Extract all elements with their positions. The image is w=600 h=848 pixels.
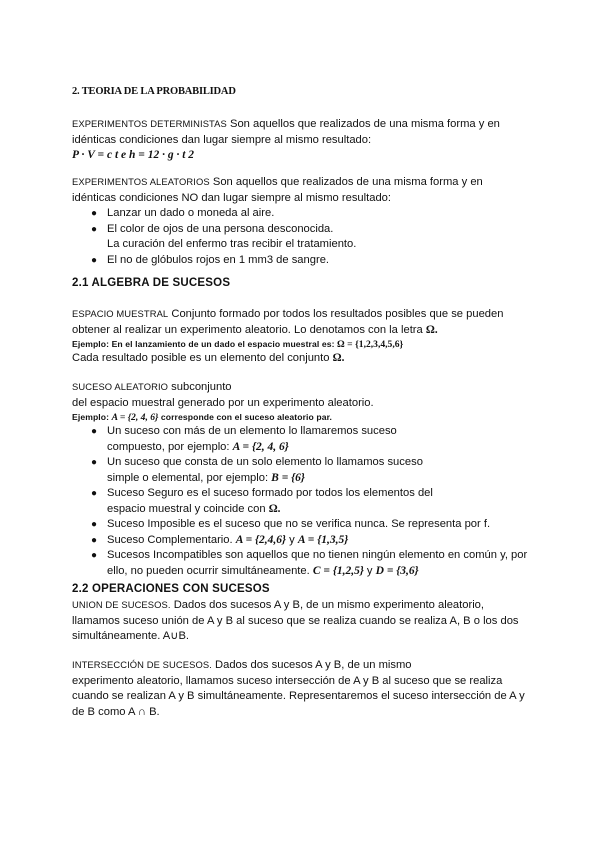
aleatorios-text: Son aquellos que realizados de una misma forma y en	[209, 176, 483, 188]
union-paragraph: UNION DE SUCESOS. Dados dos sucesos A y B, de un mismo experimento aleatorio, llamamos suceso unión de A y B al suceso que se realiza cuando se realiza A, B o los dos simultáneamente. A∪B.	[72, 599, 519, 642]
list-item: ● Lanzar un dado o moneda al aire.	[91, 207, 275, 219]
list-item: ● Suceso Complementario. A = {2,4,6} y A = {1,3,5}	[91, 533, 349, 546]
list-item: ● Sucesos Incompatibles son aquellos que no tienen ningún elemento en común y, por ello, no pueden ocurrir simultáneamente. C = {1,2,5} y D = {3,6}	[91, 549, 528, 577]
ejemplo-1: Ejemplo: En el lanzamiento de un dado el espacio muestral es:	[72, 339, 338, 349]
espacio-muestral-paragraph: ESPACIO MUESTRAL Conjunto formado por todos los resultados posibles que se pueden obtener al realizar un experimento aleatorio. Lo denotamos con la letra Ω. Ejemplo: En el lanzamiento de un dado el espacio muestral es: Ω = {1,2,3,4,5,6} Cada resultado posible es un elemento del conjunto Ω.	[72, 308, 504, 364]
interseccion-paragraph: INTERSECCIÓN DE SUCESOS. Dados dos sucesos A y B, de un mismo experimento aleatorio, llamamos suceso intersección de A y B al suceso que se realiza cuando se realizan A y B simultáneamente. Representaremos el suceso intersección de A y de B como A ∩ B.	[72, 659, 525, 718]
section-title-2-1: 2.1 ALGEBRA DE SUCESOS	[72, 277, 231, 289]
list-item: ● Un suceso que consta de un solo elemento lo llamamos suceso simple o elemental, por ejemplo: B = {6}	[91, 456, 423, 484]
section-title: 2. TEORIA DE LA PROBABILIDAD	[72, 86, 236, 97]
list-item: ● Suceso Seguro es el suceso formado por todos los elementos del espacio muestral y coincide con Ω.	[91, 487, 433, 515]
deterministas-text-2: idénticas condiciones dan lugar siempre al mismo resultado:	[72, 133, 372, 146]
section-title-2-2: 2.2 OPERACIONES CON SUCESOS	[72, 583, 270, 595]
aleatorios-text-2: idénticas condiciones NO dan lugar siempre al mismo resultado:	[72, 191, 391, 204]
deterministas-paragraph	[72, 116, 542, 164]
list-item: ● Suceso Imposible es el suceso que no se verifica nunca. Se representa por f.	[91, 518, 491, 530]
list-item: ● Un suceso con más de un elemento lo llamaremos suceso compuesto, por ejemplo: A = {2, 4, 6}	[91, 425, 397, 453]
formula: P · V = c t e h = 12 · g · t 2	[72, 149, 195, 161]
aleatorios-paragraph	[72, 174, 542, 268]
espacio-label: ESPACIO MUESTRAL	[72, 308, 169, 319]
suceso-aleatorio-paragraph: SUCESO ALEATORIO subconjunto del espacio muestral generado por un experimento aleatorio. Ejemplo: A = {2, 4, 6} corresponde con el suceso aleatorio par. ● Un suceso con más de un elemento lo llamaremos suceso compuesto, por ejemplo: A = {2, 4, 6} ● Un suceso que consta de un solo elemento lo llamamos suceso simple o elemental, por ejemplo: B = {6} ● Suceso Seguro es el suceso formado por todos los elementos del espacio muestral y coincide con Ω. ● Suceso Imposible es el suceso que no se verifica nunca. Se representa por f. ● Suceso Complementario. A = {2,4,6} y A = {1,3,5} ● Sucesos Incompatibles son aquellos que no tienen ningún elemento en común y, por ello, no pueden ocurrir simultáneamente. C = {1,2,5} y D = {3,6}	[72, 379, 542, 579]
deterministas-text: Son aquellos que realizados de una misma forma y en	[226, 118, 500, 130]
aleatorios-list	[72, 206, 542, 268]
union-label: UNION DE SUCESOS.	[72, 599, 171, 610]
aleatorios-label: EXPERIMENTOS ALEATORIOS	[72, 176, 210, 187]
sucesos-list	[72, 424, 542, 579]
suceso-label: SUCESO ALEATORIO	[72, 381, 169, 392]
interseccion-label: INTERSECCIÓN DE SUCESOS.	[72, 659, 212, 670]
list-item: ● El no de glóbulos rojos en 1 mm3 de sangre.	[91, 253, 330, 266]
list-item: ● El color de ojos de una persona desconocida. La curación del enfermo tras recibir el tratamiento.	[91, 222, 357, 250]
deterministas-label: EXPERIMENTOS DETERMINISTAS	[72, 118, 227, 129]
